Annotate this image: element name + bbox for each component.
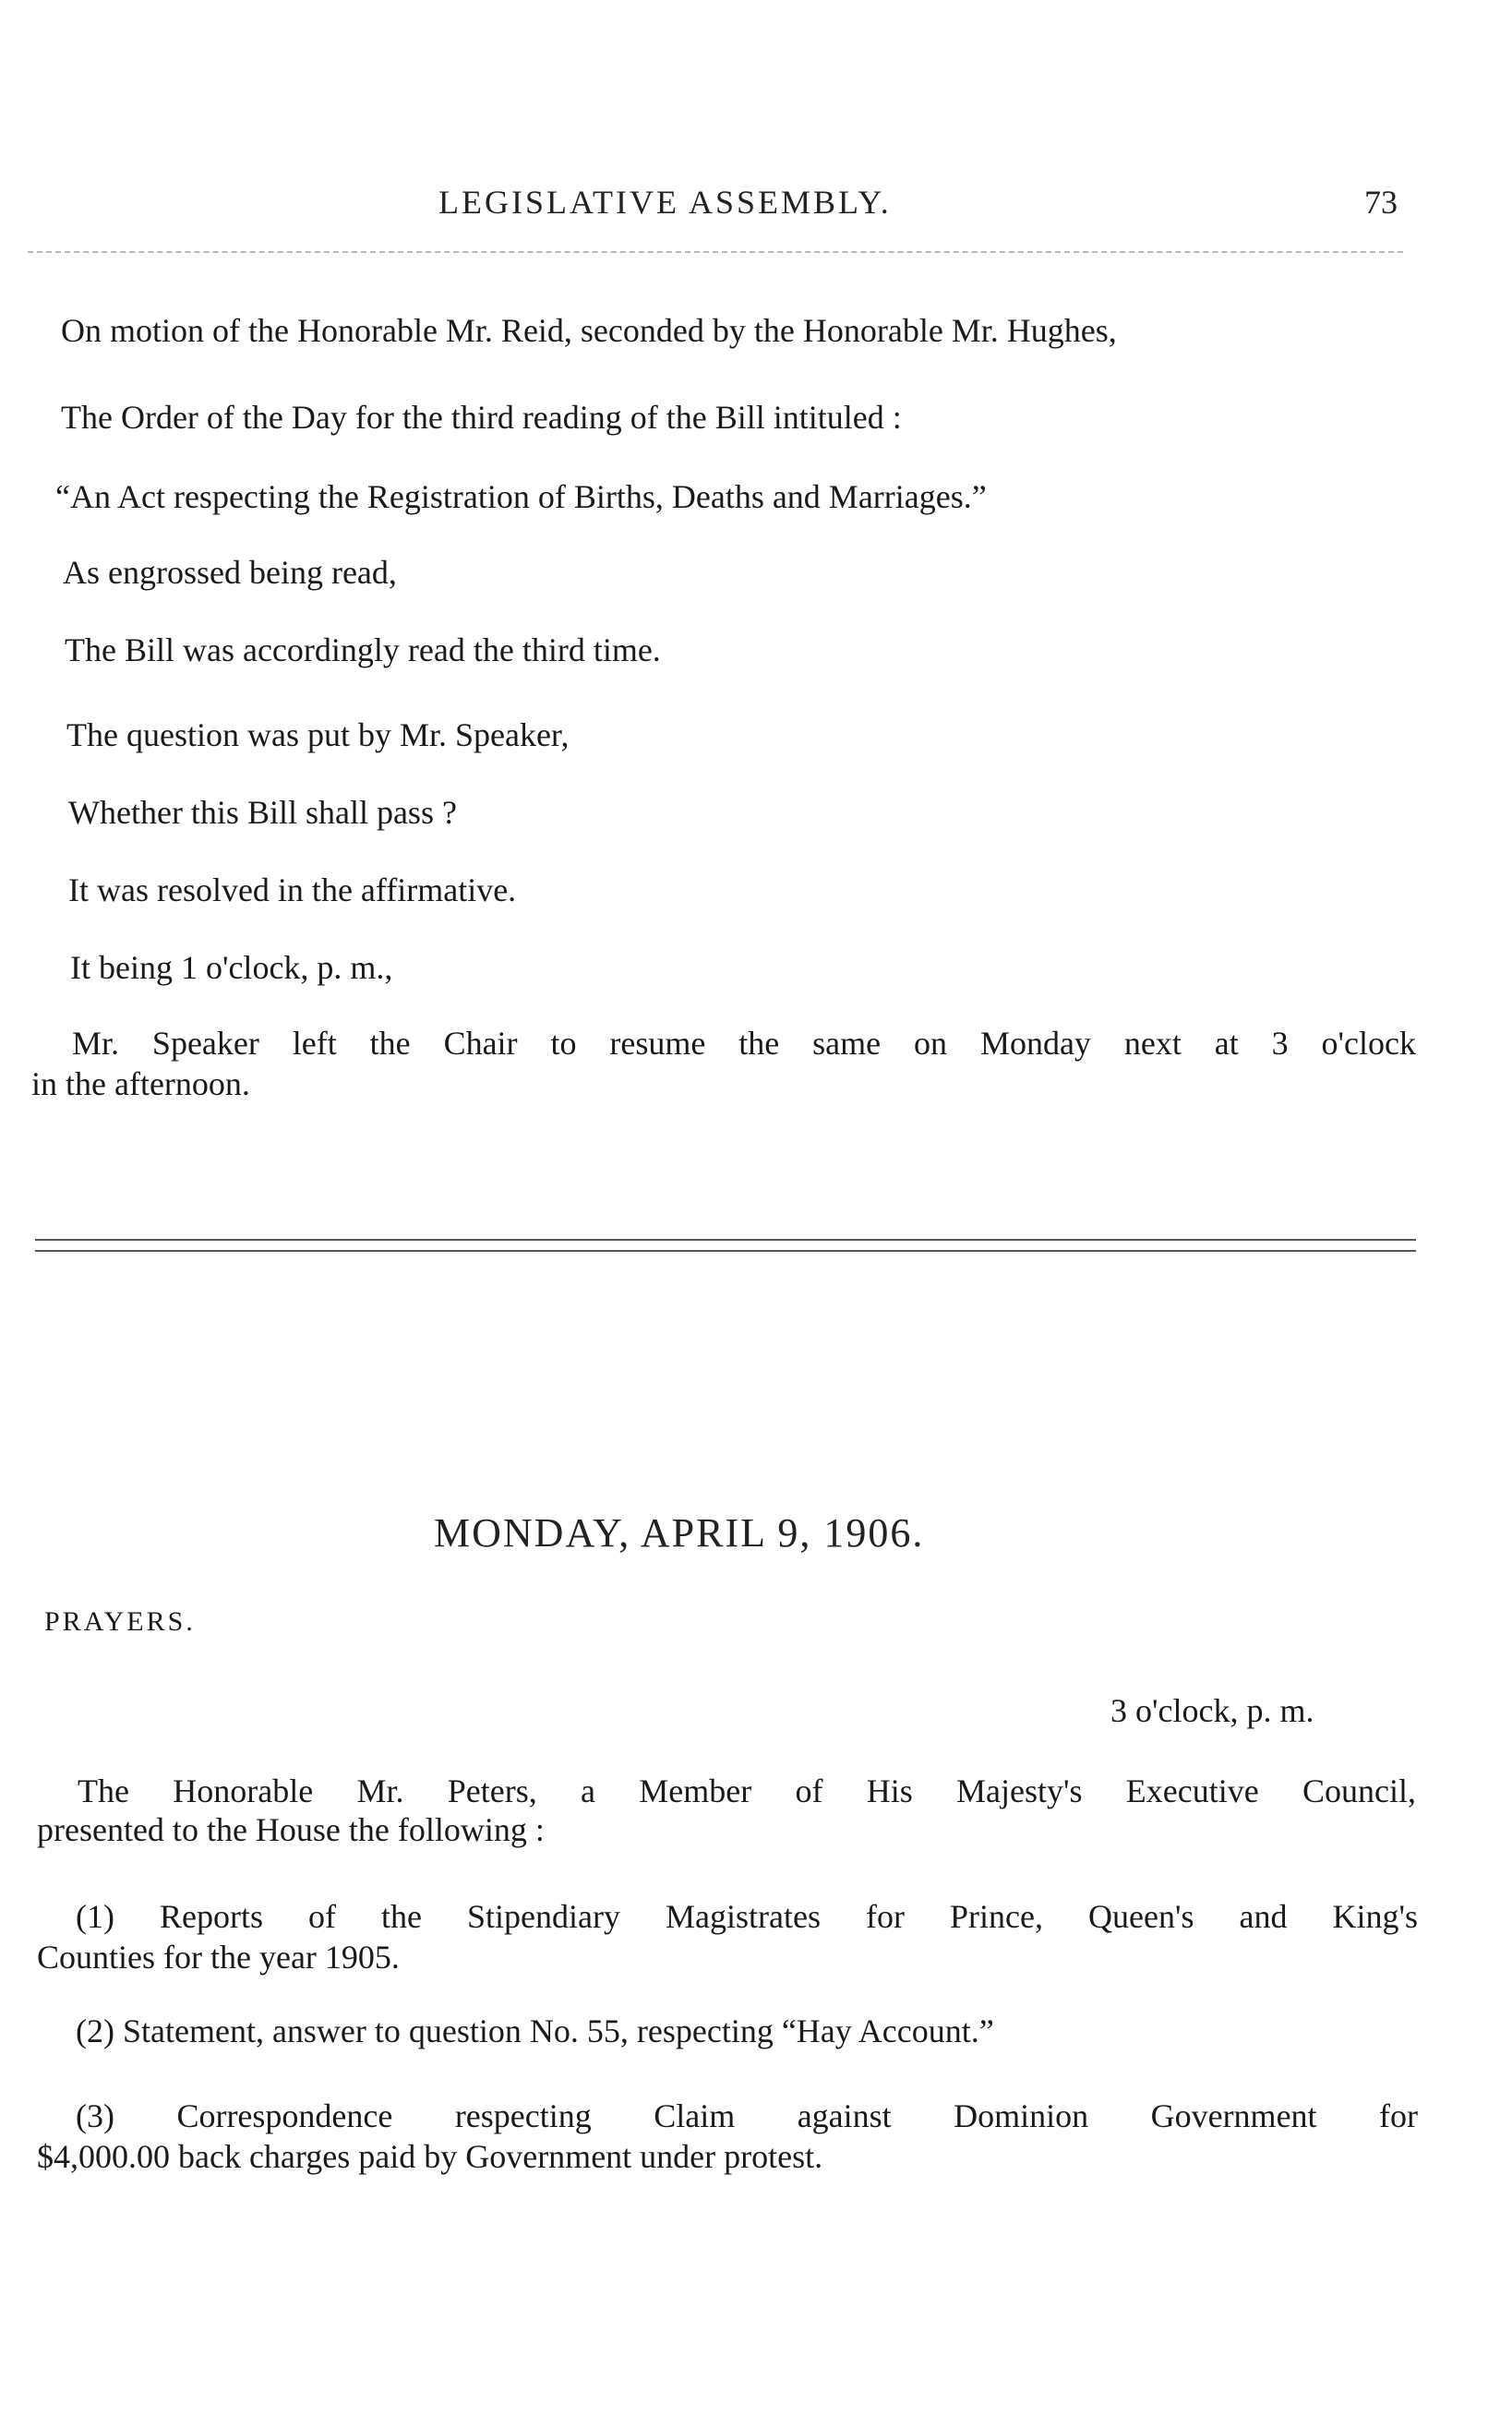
time-text: 3 o'clock, p. m. <box>1110 1692 1314 1729</box>
time-one-text: It being 1 o'clock, p. m., <box>70 949 393 986</box>
running-head: LEGISLATIVE ASSEMBLY. <box>438 184 892 221</box>
header-rule <box>28 251 1403 253</box>
peters-line-2: presented to the House the following : <box>37 1811 545 1848</box>
item-1-line-2: Counties for the year 1905. <box>37 1939 400 1976</box>
speaker-left-line-2: in the afternoon. <box>31 1065 250 1102</box>
whether-text: Whether this Bill shall pass ? <box>68 794 457 831</box>
motion-text: On motion of the Honorable Mr. Reid, seconded by the Honorable Mr. Hughes, <box>61 312 1117 349</box>
third-reading-text: The Bill was accordingly read the third time. <box>65 631 661 668</box>
section-divider <box>35 1239 1416 1252</box>
item-2-text: (2) Statement, answer to question No. 55, respecting “Hay Account.” <box>76 2012 994 2049</box>
section-divider-bottom-rule <box>35 1250 1416 1252</box>
peters-line-1: The Honorable Mr. Peters, a Member of His Majesty's Executive Council, <box>78 1772 1416 1809</box>
section-divider-top-rule <box>35 1239 1416 1241</box>
prayers-label: PRAYERS. <box>44 1606 196 1637</box>
date-heading: MONDAY, APRIL 9, 1906. <box>434 1510 925 1556</box>
speaker-left-line-1: Mr. Speaker left the Chair to resume the same on Monday next at 3 o'clock <box>72 1025 1416 1062</box>
item-3-line-2: $4,000.00 back charges paid by Government under protest. <box>37 2138 823 2175</box>
item-1-line-1: (1) Reports of the Stipendiary Magistrates for Prince, Queen's and King's <box>76 1898 1418 1935</box>
item-3-line-1: (3) Correspondence respecting Claim against Dominion Government for <box>76 2097 1418 2134</box>
page-number: 73 <box>1364 184 1398 221</box>
engrossed-text: As engrossed being read, <box>63 554 397 591</box>
order-of-day-text: The Order of the Day for the third reading of the Bill intituled : <box>61 399 902 436</box>
resolved-text: It was resolved in the affirmative. <box>68 871 517 908</box>
question-text: The question was put by Mr. Speaker, <box>66 716 570 753</box>
bill-title: “An Act respecting the Registration of Births, Deaths and Marriages.” <box>55 478 987 515</box>
